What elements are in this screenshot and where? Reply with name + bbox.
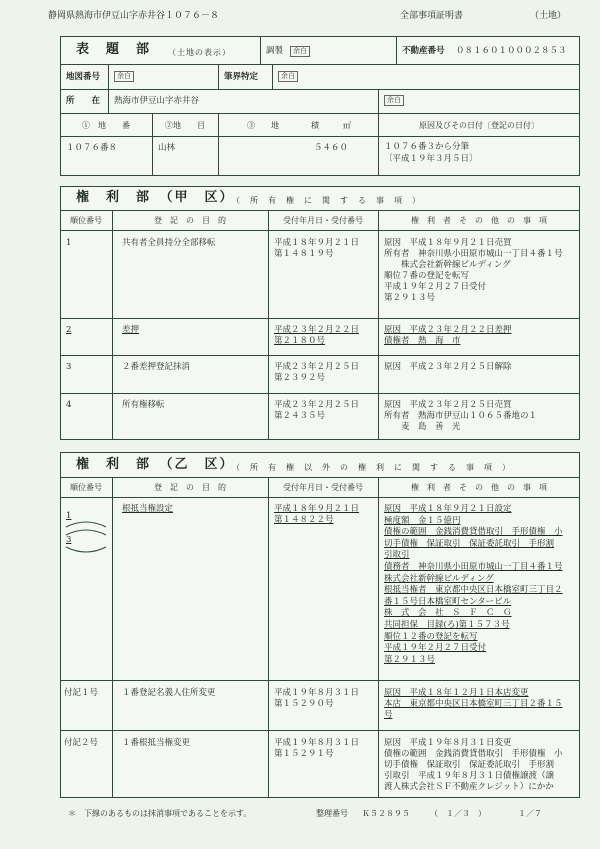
shozai-label: 所 在 (66, 96, 101, 106)
kou-row-2-no: 2 (66, 325, 72, 335)
kou-col-purpose: 登 記 の 目 的 (154, 216, 226, 225)
col-chimoku: ②地 目 (165, 121, 205, 130)
kou-col-other: 権 利 者 そ の 他 の 事 項 (411, 216, 547, 225)
otsu-col-purpose: 登 記 の 目 的 (154, 483, 226, 492)
chizu-value: 余白 (114, 71, 134, 82)
hikkai-label: 筆界特定 (224, 72, 259, 82)
kou-row-4-date: 平成２３年２月２５日 第２４３５号 (274, 400, 360, 421)
kou-row-3-other: 原因 平成２３年２月２５日解除 (384, 362, 512, 372)
otsu-title: 権 利 部 （乙 区） (76, 457, 235, 472)
otsu-subtitle: （ 所 有 権 以 外 の 権 利 に 関 す る 事 項 ） (232, 463, 511, 472)
otsu-row-2-no: 付記１号 (64, 688, 99, 698)
kou-row-1-no: 1 (66, 238, 72, 248)
document-type: 全部事項証明書 (400, 11, 464, 21)
page-count: （ １／３ ） (430, 809, 486, 818)
hyodaibu-title: 表 題 部 (76, 42, 152, 57)
kou-row-4-no: 4 (66, 400, 72, 410)
kou-row-2-other: 原因 平成２３年２月２２日差押 債権者 熱 海 市 (384, 325, 512, 346)
col-genin: 原因及びその日付〔登記の日付〕 (419, 121, 539, 130)
otsu-row-1-purpose: 根抵当権設定 (122, 504, 174, 514)
otsu-col-other: 権 利 者 そ の 他 の 事 項 (411, 483, 547, 492)
seiri-label: 整理番号 (316, 809, 348, 818)
otsu-row-3-date: 平成１９年８月３１日 第１５２９１号 (274, 738, 360, 759)
kou-row-4-purpose: 所有権移転 (122, 400, 165, 410)
otsu-col-no: 順位番号 (70, 483, 102, 492)
kou-title: 権 利 部 （甲 区） (76, 190, 235, 205)
kou-row-1-date: 平成１８年９月２１日 第１４８１９号 (274, 238, 360, 259)
col-chiseki: ③ 地 積 ㎡ (247, 121, 351, 130)
kou-row-3-no: 3 (66, 362, 72, 372)
hikkai-value: 余白 (278, 71, 298, 82)
otsu-row-1-date: 平成１８年９月２１日 第１４８２２号 (274, 504, 360, 525)
kou-subtitle: （ 所 有 権 に 関 す る 事 項 ） (232, 196, 421, 205)
row-chiban: １０７６番８ (66, 143, 118, 153)
kou-row-2-date: 平成２３年２月２２日 第２１８０号 (274, 325, 360, 346)
kou-row-1-purpose: 共有者全員持分全部移転 (122, 238, 216, 248)
row-chiseki: ５４６０ (314, 143, 349, 153)
row-genin-1: １０７６番３から分筆 (384, 142, 470, 152)
strike-mark-icon (62, 515, 110, 555)
otsu-row-2-other: 原因 平成１８年１２月１日本店変更 本店 東京都中央区日本橋室町三丁目２番１５ 号 (384, 688, 563, 720)
chosei-value: 余白 (290, 46, 310, 57)
otsu-row-2-date: 平成１９年８月３１日 第１５２９０号 (274, 688, 360, 709)
kou-col-date: 受付年月日・受付番号 (283, 216, 363, 225)
chosei-label: 調製 (266, 46, 284, 56)
row-chimoku: 山林 (158, 143, 176, 153)
row-genin-2: 〔平成１９年３月５日〕 (384, 154, 478, 164)
fudosan-number: ０８１６０１０００２８５３ (456, 46, 567, 56)
seiri-number: Ｋ５２８９５ (362, 809, 410, 818)
shozai-value: 熱海市伊豆山字赤井谷 (114, 96, 200, 106)
kou-row-3-purpose: ２番差押登記抹消 (122, 362, 191, 372)
otsu-row-1-other: 原因 平成１８年９月２１日設定 極度額 金１５億円 債権の範囲 金銭消費貸借取引 手形債権 小 切手債権 保証取引 保証委託取引 手形割 引取引 債務者 神奈川県小田原市城山一丁目４番１号 株式会社新幹線ビルディング 根抵当権者 東京都中央区日本橋室町三丁目２ 番１５号日本橋室町センタービル 株 式 会 社 Ｓ Ｆ Ｃ Ｇ 共同担保 目録(ろ)第１５７３号 順位１２番の登記を転写 平成１９年２月２７日受付 第２９１３号 (384, 504, 563, 665)
footer-note: ＊ 下線のあるものは抹消事項であることを示す。 (68, 809, 252, 818)
shozai-stamp: 余白 (384, 95, 404, 106)
property-address-header: 静岡県熱海市伊豆山字赤井谷１０７６－８ (48, 11, 220, 21)
sheet-number: １／７ (518, 809, 542, 818)
chizu-label: 地図番号 (66, 72, 101, 82)
hyodaibu-subtitle: （土地の表示） (168, 48, 231, 57)
kou-row-4-other: 原因 平成２３年２月２５日売買 所有者 熱海市伊豆山１０６５番地の１ 麦 島 善 光 (384, 400, 538, 432)
otsu-row-3-other: 原因 平成１９年８月３１日変更 債権の範囲 金銭消費貸借取引 手形債権 小 切手債権 保証取引 保証委託取引 手形割 引取引 平成１９年８月３１日債権譲渡（譲 渡人株式会社ＳＦ不動産クレジット）にかか (384, 738, 563, 792)
col-chiban: ① 地 番 (82, 121, 130, 130)
otsu-col-date: 受付年月日・受付番号 (283, 483, 363, 492)
otsu-row-3-no: 付記２号 (64, 738, 99, 748)
kou-row-2-purpose: 差押 (122, 325, 140, 335)
land-tag: （土地） (530, 11, 567, 21)
otsu-row-1-no: 1 3 (66, 511, 72, 545)
kou-col-no: 順位番号 (70, 216, 102, 225)
fudosan-label: 不動産番号 (402, 46, 445, 56)
otsu-row-3-purpose: １番根抵当権変更 (122, 738, 191, 748)
kou-row-3-date: 平成２３年２月２５日 第２３９２号 (274, 362, 360, 383)
otsu-row-2-purpose: １番登記名義人住所変更 (122, 688, 216, 698)
kou-row-1-other: 原因 平成１８年９月２１日売買 所有者 神奈川県小田原市城山一丁目４番１号 株式会社新幹線ビルディング 順位７番の登記を転写 平成１９年２月２７日受付 第２９１３号 (384, 238, 563, 303)
